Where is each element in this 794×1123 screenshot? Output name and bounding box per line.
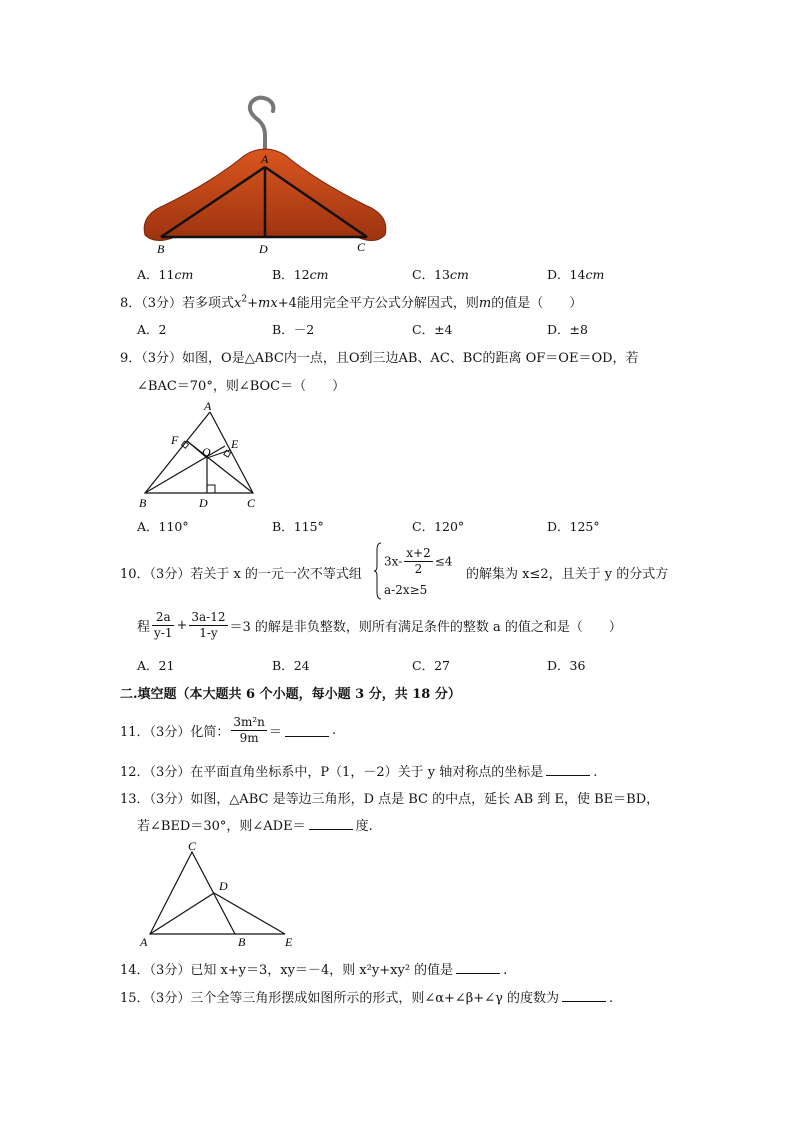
q13-label-a: A — [140, 935, 148, 949]
option-label: D． — [547, 267, 570, 282]
option-value: 11 — [158, 267, 175, 282]
brace-icon — [374, 542, 382, 600]
q8-option-c — [412, 320, 453, 338]
hook-icon — [250, 98, 274, 155]
ineq1-part-a: 3x- — [384, 554, 403, 569]
q8-tail: +4能用完全平方公式分解因式，则 — [277, 296, 479, 311]
q9-option-d — [547, 517, 600, 535]
question-9-line-1: 9．（3分）如图，O是△ABC内一点，且O到三边AB、AC、BC的距离 OF＝OE＝OD，若 — [120, 351, 639, 366]
q10-fraction-1 — [152, 610, 174, 641]
frac-den: 9m — [239, 731, 259, 745]
q10-inequality-2: a-2x≥5 — [384, 583, 428, 597]
q11-equals: ＝ — [268, 725, 282, 740]
q14-text: 14．（3分）已知 x+y＝3，xy＝－4，则 x²y+xy² 的值是 — [120, 963, 454, 978]
q11-end: . — [331, 723, 337, 738]
question-8 — [120, 292, 582, 311]
q9-label-f: F — [171, 433, 179, 447]
frac-num: 2a — [152, 610, 174, 626]
option-value: 13 — [434, 267, 450, 282]
q8-var-m: m — [258, 296, 271, 311]
option-label: C． — [412, 267, 435, 282]
q13-label-b: B — [238, 935, 246, 949]
option-value: 125° — [569, 519, 600, 534]
option-label: B． — [272, 658, 294, 673]
q8-var-x2: x — [270, 296, 278, 311]
question-9-line-2: ∠BAC＝70°，则∠BOC＝（ ） — [137, 379, 346, 394]
q8-option-d — [547, 320, 588, 338]
option-label: C． — [412, 519, 435, 534]
option-value: ±4 — [434, 322, 453, 337]
question-10-line-1-post: 的解集为 x≤2，且关于 y 的分式方 — [466, 567, 669, 582]
q12-end: . — [593, 765, 598, 780]
frac-num: 3a-12 — [191, 610, 226, 624]
q8-plus: + — [247, 296, 259, 311]
option-value: ±8 — [569, 322, 588, 337]
q11-pre: 11．（3分）化简： — [120, 725, 230, 740]
question-10-line-1-pre: 10．（3分）若关于 x 的一元一次不等式组 — [120, 567, 362, 582]
q9-option-a — [137, 517, 189, 535]
frac-num: x+2 — [406, 546, 431, 560]
hanger-label-d: D — [259, 242, 268, 256]
ineq1-part-b: ≤4 — [434, 554, 453, 569]
q13-label-c: C — [188, 839, 197, 853]
q8-option-b — [272, 320, 314, 338]
hanger-label-c: C — [357, 240, 366, 254]
q15-end: . — [608, 991, 614, 1006]
q14-end: . — [503, 963, 508, 978]
question-12 — [120, 761, 597, 780]
option-unit: cm — [174, 267, 194, 282]
q9-option-c — [412, 517, 464, 535]
option-value: 36 — [569, 658, 586, 673]
option-unit: cm — [309, 267, 329, 282]
option-label: B． — [272, 322, 294, 337]
q8-exponent: 2 — [241, 294, 248, 305]
q10-line2-pre: 程 — [137, 620, 151, 635]
question-13-line-1: 13．（3分）如图，△ABC 是等边三角形，D 点是 BC 的中点，延长 AB 到 E，使 BE＝BD， — [120, 792, 660, 807]
q9-label-d: D — [199, 496, 208, 510]
q8-prefix: 8．（3分）若多项式 — [120, 296, 235, 311]
question-10-line-2 — [137, 610, 622, 641]
hanger-label-b: B — [157, 242, 165, 256]
option-label: A． — [137, 267, 159, 282]
q10-option-d — [547, 656, 585, 674]
option-label: B． — [272, 267, 294, 282]
option-value: 110° — [158, 519, 189, 534]
q13-answer-blank[interactable] — [309, 817, 353, 830]
option-value: 14 — [569, 267, 586, 282]
q9-triangle-figure — [135, 398, 265, 513]
question-11 — [120, 715, 336, 746]
q12-answer-blank[interactable] — [546, 763, 590, 776]
q13-line2-pre: 若∠BED＝30°，则∠ADE＝ — [137, 819, 306, 834]
q11-answer-blank[interactable] — [285, 724, 329, 737]
q15-text: 15．（3分）三个全等三角形摆成如图所示的形式，则∠α+∠β+∠γ 的度数为 — [120, 991, 559, 1006]
q10-plus: + — [176, 618, 188, 633]
option-unit: cm — [585, 267, 605, 282]
q14-answer-blank[interactable] — [456, 961, 500, 974]
q15-answer-blank[interactable] — [562, 989, 606, 1002]
frac-den: 2 — [414, 562, 423, 576]
ineq1-fraction — [404, 546, 432, 577]
q10-inequality-system — [374, 542, 474, 600]
option-unit: cm — [449, 267, 469, 282]
option-label: A． — [137, 519, 159, 534]
q10-option-c — [412, 656, 450, 674]
q7-option-d — [547, 265, 604, 283]
q8-option-a — [137, 320, 166, 338]
q8-var-m2: m — [478, 296, 492, 311]
option-value: 27 — [434, 658, 450, 673]
frac-num: 3m²n — [233, 715, 265, 729]
option-label: A． — [137, 658, 159, 673]
q10-fraction-2 — [189, 610, 227, 641]
option-label: B． — [272, 519, 294, 534]
q11-fraction — [231, 715, 267, 746]
q10-inequality-1 — [384, 546, 452, 577]
option-value: 24 — [293, 658, 310, 673]
q13-triangle-figure — [135, 838, 305, 953]
q13-label-e: E — [285, 935, 293, 949]
q7-option-a — [137, 265, 193, 283]
option-value: 21 — [158, 658, 175, 673]
q7-option-b — [272, 265, 328, 283]
q10-option-b — [272, 656, 310, 674]
question-13-line-2 — [137, 815, 373, 834]
q13-line2-end: 度. — [355, 819, 373, 834]
section-2-heading: 二.填空题（本大题共 6 个小题，每小题 3 分，共 18 分） — [120, 687, 461, 702]
q8-end: 的值是（ ） — [491, 296, 583, 311]
q9-label-c: C — [247, 496, 256, 510]
option-label: C． — [412, 322, 435, 337]
q10-option-a — [137, 656, 174, 674]
hanger-figure — [135, 95, 395, 260]
option-label: C． — [412, 658, 435, 673]
option-value: －2 — [293, 322, 315, 337]
frac-den: 1-y — [199, 626, 218, 640]
option-value: 2 — [158, 322, 167, 337]
q8-var-x: x — [234, 296, 242, 311]
question-14 — [120, 959, 507, 978]
hanger-label-a: A — [261, 152, 269, 166]
q12-text: 12．（3分）在平面直角坐标系中，P（1，－2）关于 y 轴对称点的坐标是 — [120, 765, 544, 780]
option-label: A． — [137, 322, 159, 337]
q7-option-c — [412, 265, 469, 283]
option-label: D． — [547, 658, 570, 673]
option-value: 12 — [293, 267, 310, 282]
q9-option-b — [272, 517, 324, 535]
question-15 — [120, 987, 613, 1006]
q9-label-a: A — [204, 399, 212, 413]
frac-den: y-1 — [154, 626, 173, 640]
q10-line2-post: ＝3 的解是非负整数，则所有满足条件的整数 a 的值之和是（ ） — [229, 620, 622, 635]
q9-label-o: O — [202, 445, 211, 459]
option-label: D． — [547, 322, 570, 337]
option-label: D． — [547, 519, 570, 534]
q9-label-e: E — [231, 437, 239, 451]
q13-label-d: D — [219, 879, 228, 893]
q9-label-b: B — [139, 496, 147, 510]
option-value: 115° — [293, 519, 324, 534]
option-value: 120° — [434, 519, 465, 534]
